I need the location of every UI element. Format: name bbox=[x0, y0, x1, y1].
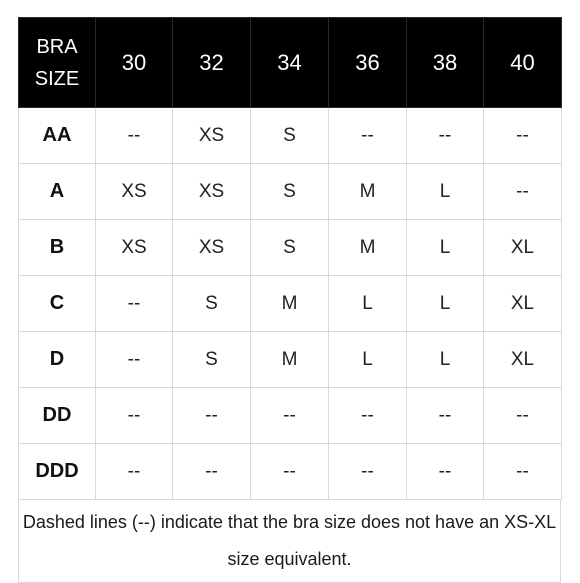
table-cell: -- bbox=[407, 444, 484, 500]
table-cell: M bbox=[329, 164, 407, 220]
table-cell: XS bbox=[173, 108, 251, 164]
band-size-40: 40 bbox=[484, 18, 562, 108]
size-chart bbox=[18, 17, 561, 583]
table-cell: M bbox=[251, 332, 329, 388]
table-row bbox=[19, 108, 562, 164]
table-cell: XS bbox=[96, 164, 173, 220]
bra-size-header bbox=[19, 18, 96, 108]
table-cell: -- bbox=[329, 388, 407, 444]
table-cell: L bbox=[407, 332, 484, 388]
table-cell: -- bbox=[173, 444, 251, 500]
table-cell: -- bbox=[484, 388, 562, 444]
table-cell: S bbox=[173, 332, 251, 388]
table-cell: S bbox=[251, 220, 329, 276]
table-row bbox=[19, 332, 562, 388]
cup-size-label: B bbox=[19, 220, 96, 276]
table-cell: L bbox=[407, 220, 484, 276]
table-cell: M bbox=[251, 276, 329, 332]
table-cell: XS bbox=[173, 164, 251, 220]
table-cell: XL bbox=[484, 276, 562, 332]
cup-size-label: C bbox=[19, 276, 96, 332]
table-cell: XL bbox=[484, 220, 562, 276]
bra-size-header-line2: SIZE bbox=[34, 67, 80, 90]
bra-size-header-line1: BRA bbox=[36, 35, 78, 58]
table-cell: XL bbox=[484, 332, 562, 388]
band-size-34: 34 bbox=[251, 18, 329, 108]
table-cell: -- bbox=[484, 164, 562, 220]
table-cell: -- bbox=[484, 108, 562, 164]
table-cell: -- bbox=[407, 108, 484, 164]
table-cell: -- bbox=[96, 444, 173, 500]
table-cell: -- bbox=[173, 388, 251, 444]
table-cell: -- bbox=[96, 388, 173, 444]
cup-size-label: DD bbox=[19, 388, 96, 444]
table-cell: -- bbox=[251, 388, 329, 444]
table-cell: -- bbox=[251, 444, 329, 500]
table-cell: L bbox=[329, 332, 407, 388]
table-cell: S bbox=[251, 164, 329, 220]
band-size-32: 32 bbox=[173, 18, 251, 108]
band-size-36: 36 bbox=[329, 18, 407, 108]
table-cell: -- bbox=[96, 332, 173, 388]
table-row bbox=[19, 444, 562, 500]
table-cell: -- bbox=[407, 388, 484, 444]
header-row bbox=[19, 18, 562, 108]
table-cell: -- bbox=[329, 444, 407, 500]
table-row bbox=[19, 220, 562, 276]
table-row bbox=[19, 388, 562, 444]
table-row bbox=[19, 276, 562, 332]
table-cell: -- bbox=[329, 108, 407, 164]
band-size-38: 38 bbox=[407, 18, 484, 108]
band-size-30: 30 bbox=[96, 18, 173, 108]
table-cell: -- bbox=[96, 108, 173, 164]
table-cell: XS bbox=[96, 220, 173, 276]
table-row bbox=[19, 164, 562, 220]
table-cell: L bbox=[407, 164, 484, 220]
table-cell: L bbox=[407, 276, 484, 332]
table-cell: L bbox=[329, 276, 407, 332]
size-table bbox=[18, 17, 562, 500]
table-cell: M bbox=[329, 220, 407, 276]
cup-size-label: A bbox=[19, 164, 96, 220]
table-cell: S bbox=[173, 276, 251, 332]
cup-size-label: AA bbox=[19, 108, 96, 164]
footnote: Dashed lines (--) indicate that the bra size does not have an XS-XL size equivalent. bbox=[18, 500, 561, 583]
table-cell: S bbox=[251, 108, 329, 164]
table-cell: -- bbox=[96, 276, 173, 332]
cup-size-label: DDD bbox=[19, 444, 96, 500]
table-cell: XS bbox=[173, 220, 251, 276]
table-cell: -- bbox=[484, 444, 562, 500]
cup-size-label: D bbox=[19, 332, 96, 388]
